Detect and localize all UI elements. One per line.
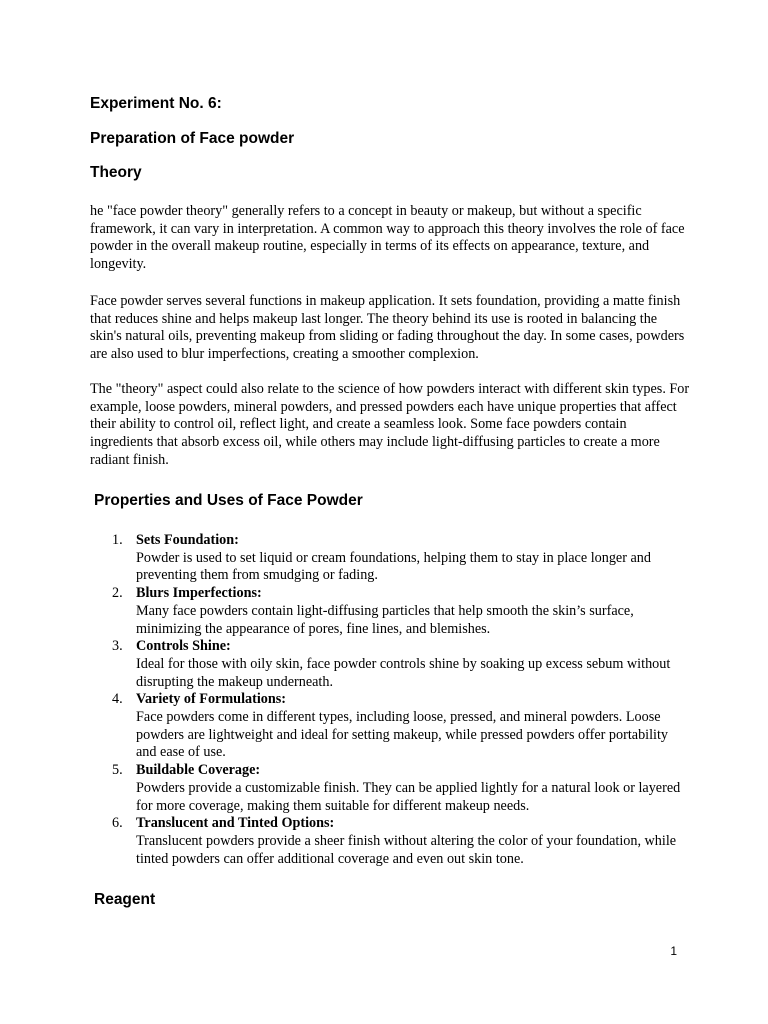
property-title: Blurs Imperfections: — [136, 585, 262, 602]
property-item-sets-foundation — [108, 532, 688, 585]
theory-paragraph-3: The "theory" aspect could also relate to the science of how powders interact with different skin types. For example, loose powders, mineral powders, and pressed powders each have unique properties that affect their ability to control oil, reflect light, and create a seamless look. Some face powders contain ingredients that absorb excess oil, while others may include light-diffusing particles to create a more radiant finish. — [90, 381, 690, 468]
property-description: Face powders come in different types, including loose, pressed, and mineral powders. Loose powders are lightweight and ideal for setting makeup, while pressed powders offer portability and ease of use. — [136, 709, 669, 761]
property-number: 1. — [112, 532, 123, 548]
properties-heading: Properties and Uses of Face Powder — [94, 492, 363, 509]
property-description: Ideal for those with oily skin, face powder controls shine by soaking up excess sebum without disrupting the makeup underneath. — [136, 655, 671, 690]
property-number: 6. — [112, 815, 123, 832]
properties-list — [108, 532, 688, 868]
property-description: Translucent powders provide a sheer finish without altering the color of your foundation, while tinted powders can offer additional coverage and even out skin tone. — [136, 832, 677, 867]
preparation-title: Preparation of Face powder — [90, 130, 295, 147]
theory-paragraph-2: Face powder serves several functions in makeup application. It sets foundation, providing a matte finish that reduces shine and helps makeup last longer. The theory behind its use is rooted in balancing the skin's natural oils, preventing makeup from sliding or fading throughout the day. In some cases, powders are also used to blur imperfections, creating a smoother complexion. — [90, 293, 685, 363]
property-description: Many face powders contain light-diffusing particles that help smooth the skin’s surface, minimizing the appearance of pores, fine lines, and blemishes. — [136, 602, 634, 637]
property-title: Controls Shine: — [136, 638, 231, 655]
property-number: 3. — [112, 638, 123, 655]
property-item-variety-of-formulations — [108, 691, 688, 762]
property-item-blurs-imperfections — [108, 585, 688, 638]
page-number: 1 — [670, 944, 677, 958]
experiment-title: Experiment No. 6: — [90, 95, 222, 112]
property-title: Sets Foundation: — [136, 532, 239, 548]
property-description: Powder is used to set liquid or cream foundations, helping them to stay in place longer and preventing them from smudging or fading. — [136, 549, 651, 584]
property-number: 2. — [112, 585, 123, 602]
property-title: Translucent and Tinted Options: — [136, 815, 335, 832]
property-number: 4. — [112, 691, 123, 708]
theory-paragraph-1: he "face powder theory" generally refers to a concept in beauty or makeup, but without a specific framework, it can vary in interpretation. A common way to approach this theory involves the role of face powder in the overall makeup routine, especially in terms of its effects on appearance, texture, and longevity. — [90, 203, 685, 273]
property-title: Variety of Formulations: — [136, 691, 286, 708]
property-title: Buildable Coverage: — [136, 762, 261, 779]
property-item-buildable-coverage — [108, 762, 688, 815]
property-item-controls-shine — [108, 638, 688, 691]
property-description: Powders provide a customizable finish. They can be applied lightly for a natural look or layered for more coverage, making them suitable for different makeup needs. — [136, 779, 681, 814]
reagent-heading: Reagent — [94, 891, 156, 908]
property-item-translucent-tinted-options — [108, 815, 688, 868]
property-number: 5. — [112, 762, 123, 779]
theory-heading: Theory — [90, 164, 142, 181]
